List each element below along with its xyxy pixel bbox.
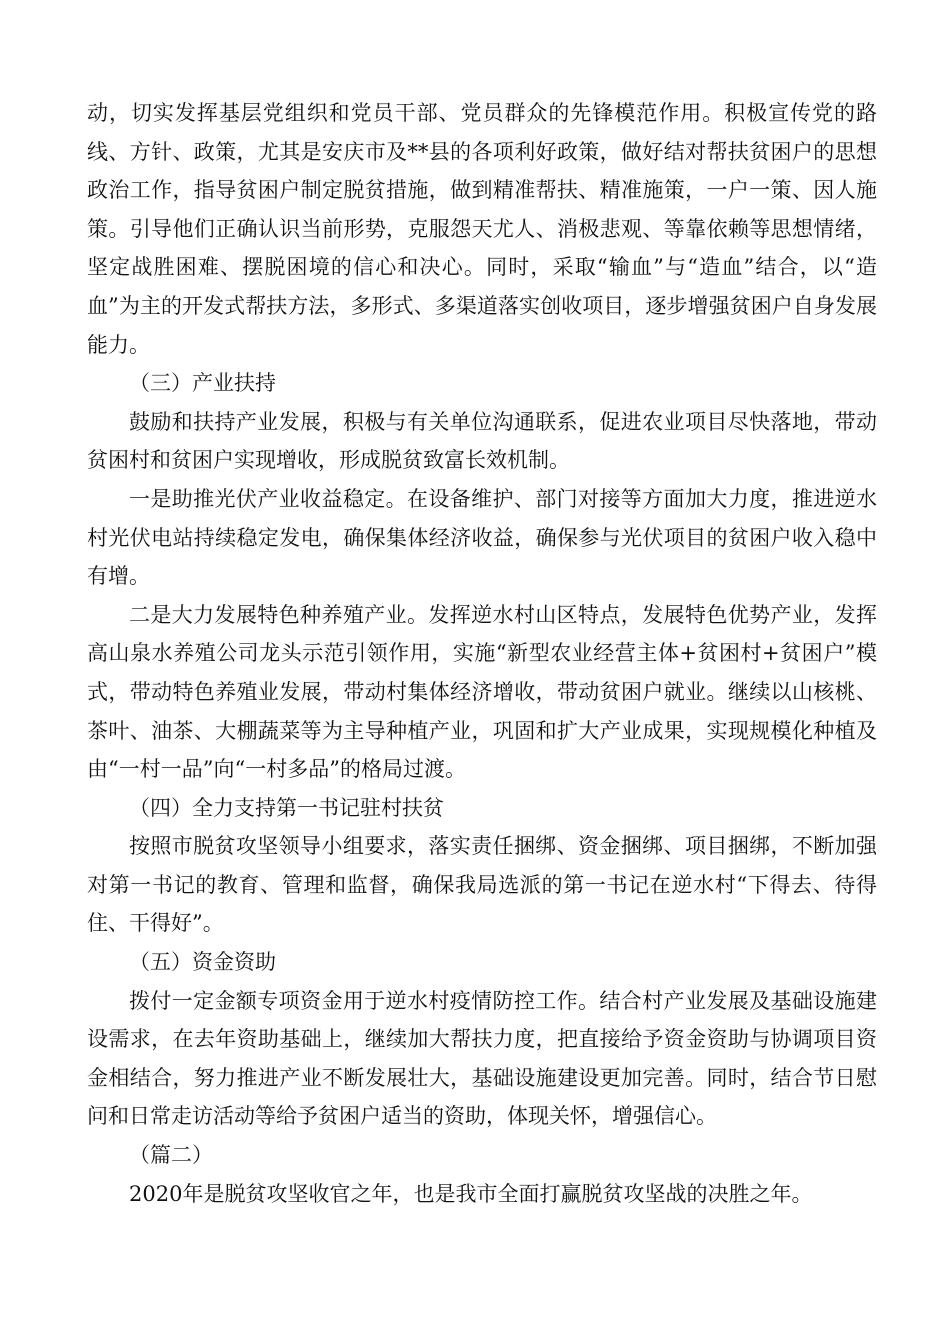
paragraph-breeding: 二是大力发展特色种养殖产业。发挥逆水村山区特点，发展特色优势产业，发挥高山泉水养殖公司龙头示范引领作用，实施“新型农业经营主体+贫困村+贫困户”模式，带动特色养殖业发展，带动村集体经济增收，带动贫困户就业。继续以山核桃、茶叶、油茶、大棚蔬菜等为主导种植产业，巩固和扩大产业成果，实现规模化种植及由“一村一品”向“一村多品”的格局过渡。 — [87, 602, 877, 782]
paragraph-industry-intro: 鼓励和扶持产业发展，积极与有关单位沟通联系，促进农业项目尽快落地，带动贫困村和贫困户实现增收，形成脱贫致富长效机制。 — [87, 409, 877, 473]
paragraph-part-two-intro: 2020年是脱贫攻坚收官之年，也是我市全面打赢脱贫攻坚战的决胜之年。 — [129, 1181, 813, 1206]
paragraph-photovoltaic: 一是助推光伏产业收益稳定。在设备维护、部门对接等方面加大力度，推进逆水村光伏电站持续稳定发电，确保集体经济收益，确保参与光伏项目的贫困户收入稳中有增。 — [87, 486, 877, 589]
paragraph-funding: 拨付一定金额专项资金用于逆水村疫情防控工作。结合村产业发展及基础设施建设需求，在去年资助基础上，继续加大帮扶力度，把直接给予资金资助与协调项目资金相结合，努力推进产业不断发展壮大，基础设施建设更加完善。同时，结合节日慰问和日常走访活动等给予贫困户适当的资助，体现关怀，增强信心。 — [87, 988, 877, 1129]
section-heading-funding: （五）资金资助 — [129, 950, 276, 975]
section-heading-industry-support: （三）产业扶持 — [129, 371, 276, 396]
paragraph-continuation: 动，切实发挥基层党组织和党员干部、党员群众的先锋模范作用。积极宣传党的路线、方针、政策，尤其是安庆市及**县的各项利好政策，做好结对帮扶贫困户的思想政治工作，指导贫困户制定脱贫措施，做到精准帮扶、精准施策，一户一策、因人施策。引导他们正确认识当前形势，克服怨天尤人、消极悲观、等靠依赖等思想情绪，坚定战胜困难、摆脱困境的信心和决心。同时，采取“输血”与“造血”结合，以“造血”为主的开发式帮扶方法，多形式、多渠道落实创收项目，逐步增强贫困户自身发展能力。 — [87, 101, 877, 357]
document-page — [87, 94, 877, 1213]
section-heading-first-secretary: （四）全力支持第一书记驻村扶贫 — [129, 795, 444, 820]
paragraph-first-secretary: 按照市脱贫攻坚领导小组要求，落实责任捆绑、资金捆绑、项目捆绑，不断加强对第一书记的教育、管理和监督，确保我局选派的第一书记在逆水村“下得去、待得住、干得好”。 — [87, 834, 877, 936]
section-heading-part-two: （篇二） — [129, 1143, 213, 1168]
